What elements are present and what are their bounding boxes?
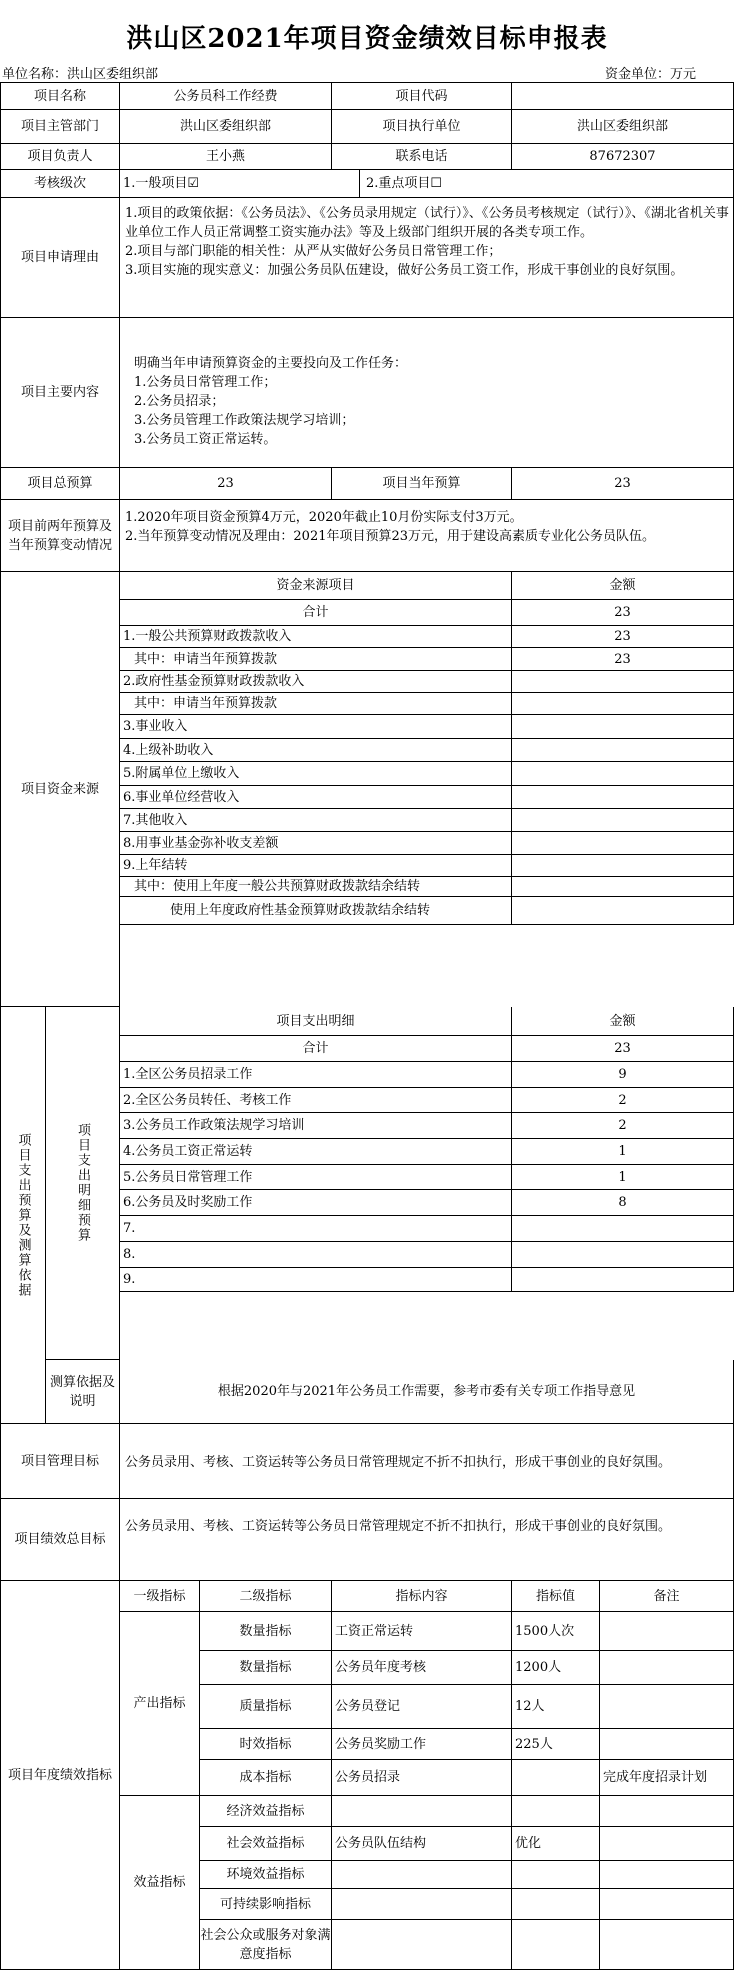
indicator-l2: 时效指标 <box>200 1729 332 1760</box>
source-row-item: 7.其他收入 <box>120 809 512 832</box>
source-row-item: 2.政府性基金预算财政拨款收入 <box>120 671 512 693</box>
ind-header-note: 备注 <box>600 1581 734 1612</box>
expense-row-item: 合计 <box>120 1036 512 1062</box>
source-row-amount <box>512 762 734 786</box>
level-label: 考核级次 <box>0 170 120 198</box>
indicator-value: 1200人 <box>512 1651 600 1685</box>
expense-row-amount: 2 <box>512 1088 734 1113</box>
source-row-amount <box>512 877 734 897</box>
ind-header-content: 指标内容 <box>332 1581 512 1612</box>
expense-row-amount: 1 <box>512 1139 734 1165</box>
total-budget-value: 23 <box>120 468 332 500</box>
source-header-amount: 金额 <box>512 572 734 600</box>
content-text: 明确当年申请预算资金的主要投向及工作任务： 1.公务员日常管理工作； 2.公务员招录； 3.公务员管理工作政策法规学习培训； 3.公务员工资正常运转。 <box>120 318 734 468</box>
indicator-content: 工资正常运转 <box>332 1612 512 1651</box>
expense-inner-label: 项目支出明细预算 <box>46 1007 120 1360</box>
expense-row-item: 5.公务员日常管理工作 <box>120 1165 512 1190</box>
indicator-l2: 可持续影响指标 <box>200 1889 332 1920</box>
source-row-amount: 23 <box>512 648 734 671</box>
indicator-note <box>600 1651 734 1685</box>
content-label: 项目主要内容 <box>0 318 120 468</box>
expense-header-item: 项目支出明细 <box>120 1007 512 1036</box>
expense-row-amount: 1 <box>512 1165 734 1190</box>
indicator-value <box>512 1920 600 1970</box>
source-row-amount <box>512 855 734 877</box>
expense-row-amount: 2 <box>512 1113 734 1139</box>
expense-row-item: 6.公务员及时奖励工作 <box>120 1190 512 1216</box>
exec-label: 项目执行单位 <box>332 110 512 144</box>
expense-row-item: 3.公务员工作政策法规学习培训 <box>120 1113 512 1139</box>
source-row-item: 6.事业单位经营收入 <box>120 786 512 809</box>
indicator-content: 公务员年度考核 <box>332 1651 512 1685</box>
expense-row-amount <box>512 1242 734 1268</box>
indicator-content <box>332 1796 512 1827</box>
source-row-amount <box>512 809 734 832</box>
source-row-amount <box>512 786 734 809</box>
indicator-content: 公务员队伍结构 <box>332 1827 512 1861</box>
source-row-item: 其中：申请当年预算拨款 <box>120 693 512 715</box>
source-label: 项目资金来源 <box>0 572 120 1007</box>
indicator-note <box>600 1827 734 1861</box>
indicator-note <box>600 1861 734 1889</box>
fund-unit: 资金单位：万元 <box>604 67 696 82</box>
source-row-item: 其中：申请当年预算拨款 <box>120 648 512 671</box>
indicator-content: 公务员奖励工作 <box>332 1729 512 1760</box>
indicator-l2: 数量指标 <box>200 1651 332 1685</box>
source-row-amount <box>512 671 734 693</box>
indicator-l2: 经济效益指标 <box>200 1796 332 1827</box>
project-name-label: 项目名称 <box>0 82 120 110</box>
expense-row-amount <box>512 1268 734 1292</box>
source-row-item: 3.事业收入 <box>120 715 512 739</box>
mgmt-label: 项目管理目标 <box>0 1424 120 1499</box>
source-row-item: 其中：使用上年度一般公共预算财政拨款结余结转 <box>120 877 512 897</box>
reason-label: 项目申请理由 <box>0 198 120 318</box>
level-general: 1.一般项目☑ <box>120 170 360 198</box>
indicator-value <box>512 1889 600 1920</box>
source-row-item: 8.用事业基金弥补收支差额 <box>120 832 512 855</box>
indicator-l2: 环境效益指标 <box>200 1861 332 1889</box>
indicator-l2: 数量指标 <box>200 1612 332 1651</box>
project-code-label: 项目代码 <box>332 82 512 110</box>
expense-outer-label: 项目支出预算及测算依据 <box>0 1007 46 1424</box>
indicator-l2: 社会效益指标 <box>200 1827 332 1861</box>
perf-text: 公务员录用、考核、工资运转等公务员日常管理规定不折不扣执行，形成干事创业的良好氛围。 <box>120 1499 734 1581</box>
source-row-item: 1.一般公共预算财政拨款收入 <box>120 626 512 648</box>
source-row-amount <box>512 693 734 715</box>
benefit-indicator-label: 效益指标 <box>120 1796 200 1970</box>
leader-value: 王小燕 <box>120 144 332 170</box>
expense-row-item: 8. <box>120 1242 512 1268</box>
source-row-amount <box>512 832 734 855</box>
basis-text: 根据2020年与2021年公务员工作需要，参考市委有关专项工作指导意见 <box>120 1360 734 1424</box>
expense-row-amount: 23 <box>512 1036 734 1062</box>
source-row-amount: 23 <box>512 600 734 626</box>
expense-row-item: 7. <box>120 1216 512 1242</box>
reason-text: 1.项目的政策依据：《公务员法》、《公务员录用规定（试行）》、《公务员考核规定（试行）》、《湖北省机关事业单位工作人员正常调整工资实施办法》等及上级部门组织开展的各类专项工作。 2.项目与部门职能的相关性：从严从实做好公务员日常管理工作； 3.项目实施的现实意义：加强公务员队伍建设，做好公务员工资工作，形成干事创业的良好氛围。 <box>120 198 734 318</box>
exec-value: 洪山区委组织部 <box>512 110 734 144</box>
indicator-note: 完成年度招录计划 <box>600 1760 734 1796</box>
source-row-item: 合计 <box>120 600 512 626</box>
expense-row-item: 4.公务员工资正常运转 <box>120 1139 512 1165</box>
indicator-content: 公务员登记 <box>332 1685 512 1729</box>
source-row-item: 使用上年度政府性基金预算财政拨款结余结转 <box>120 897 512 925</box>
year-budget-value: 23 <box>512 468 734 500</box>
indicator-content <box>332 1861 512 1889</box>
prev-label: 项目前两年预算及当年预算变动情况 <box>0 500 120 572</box>
indicator-note <box>600 1729 734 1760</box>
mgmt-text: 公务员录用、考核、工资运转等公务员日常管理规定不折不扣执行，形成干事创业的良好氛围。 <box>120 1424 734 1499</box>
indicator-l2: 社会公众或服务对象满意度指标 <box>200 1920 332 1970</box>
output-indicator-label: 产出指标 <box>120 1612 200 1796</box>
year-budget-label: 项目当年预算 <box>332 468 512 500</box>
phone-value: 87672307 <box>512 144 734 170</box>
indicator-l2: 质量指标 <box>200 1685 332 1729</box>
indicator-value: 1500人次 <box>512 1612 600 1651</box>
ind-header-l1: 一级指标 <box>120 1581 200 1612</box>
basis-label: 测算依据及说明 <box>46 1360 120 1424</box>
indicators-label: 项目年度绩效指标 <box>0 1581 120 1970</box>
leader-label: 项目负责人 <box>0 144 120 170</box>
expense-row-amount <box>512 1216 734 1242</box>
expense-row-item: 9. <box>120 1268 512 1292</box>
expense-header-amount: 金额 <box>512 1007 734 1036</box>
ind-header-value: 指标值 <box>512 1581 600 1612</box>
project-code-value <box>512 82 734 110</box>
indicator-content: 公务员招录 <box>332 1760 512 1796</box>
indicator-value <box>512 1861 600 1889</box>
source-header-item: 资金来源项目 <box>120 572 512 600</box>
form-title: 洪山区2021年项目资金绩效目标申报表 <box>126 24 608 54</box>
total-budget-label: 项目总预算 <box>0 468 120 500</box>
unit-name: 单位名称：洪山区委组织部 <box>2 67 159 82</box>
expense-row-item: 2.全区公务员转任、考核工作 <box>120 1088 512 1113</box>
source-row-amount <box>512 739 734 762</box>
perf-label: 项目绩效总目标 <box>0 1499 120 1581</box>
source-row-amount: 23 <box>512 626 734 648</box>
indicator-note <box>600 1889 734 1920</box>
source-row-item: 4.上级补助收入 <box>120 739 512 762</box>
indicator-note <box>600 1685 734 1729</box>
source-row-item: 9.上年结转 <box>120 855 512 877</box>
prev-text: 1.2020年项目资金预算4万元，2020年截止10月份实际支付3万元。 2.当年预算变动情况及理由：2021年项目预算23万元，用于建设高素质专业化公务员队伍。 <box>120 500 734 572</box>
indicator-note <box>600 1612 734 1651</box>
dept-label: 项目主管部门 <box>0 110 120 144</box>
expense-row-amount: 9 <box>512 1062 734 1088</box>
indicator-value <box>512 1796 600 1827</box>
indicator-value: 12人 <box>512 1685 600 1729</box>
indicator-content <box>332 1920 512 1970</box>
expense-row-amount: 8 <box>512 1190 734 1216</box>
project-name-value: 公务员科工作经费 <box>120 82 332 110</box>
dept-value: 洪山区委组织部 <box>120 110 332 144</box>
indicator-note <box>600 1920 734 1970</box>
level-key: 2.重点项目☐ <box>360 170 734 198</box>
source-row-amount <box>512 897 734 925</box>
indicator-note <box>600 1796 734 1827</box>
indicator-value <box>512 1760 600 1796</box>
indicator-value: 优化 <box>512 1827 600 1861</box>
indicator-content <box>332 1889 512 1920</box>
indicator-value: 225人 <box>512 1729 600 1760</box>
source-row-item: 5.附属单位上缴收入 <box>120 762 512 786</box>
expense-row-item: 1.全区公务员招录工作 <box>120 1062 512 1088</box>
indicator-l2: 成本指标 <box>200 1760 332 1796</box>
source-row-amount <box>512 715 734 739</box>
ind-header-l2: 二级指标 <box>200 1581 332 1612</box>
phone-label: 联系电话 <box>332 144 512 170</box>
